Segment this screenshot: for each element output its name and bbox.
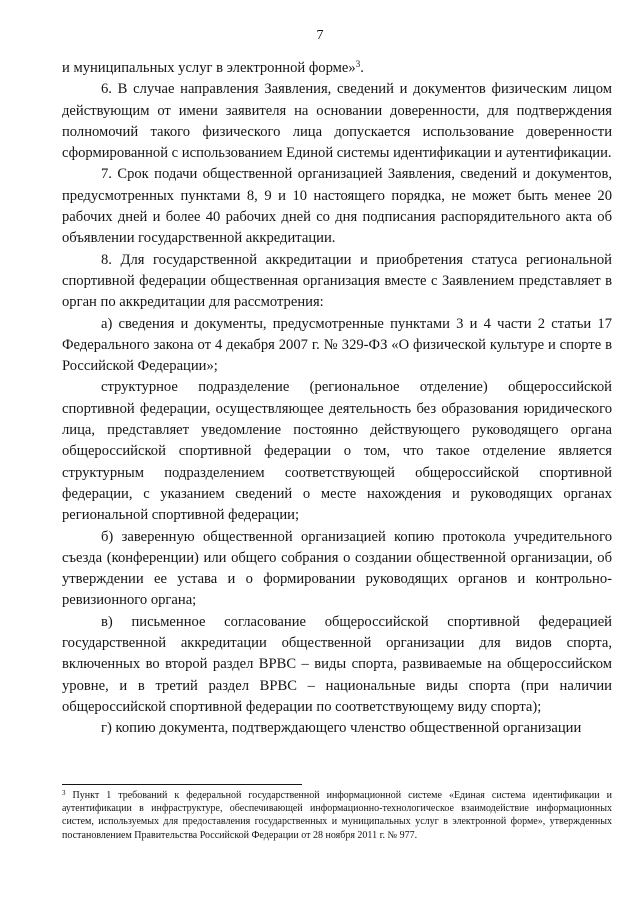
- paragraph-tail: .: [360, 60, 364, 76]
- paragraph-6: 6. В случае направления Заявления, сведений и документов физическим лицом действующим от имени заявителя на основании доверенности, для подтверждения полномочий такого физического лица допускается использование доверенности сформированной с использованием Единой системы идентификации и аутентификации.: [62, 81, 612, 162]
- footnote-mark: 3: [62, 789, 66, 797]
- paragraph-text: и муниципальных услуг в электронной форме»: [62, 60, 356, 76]
- document-body: [62, 58, 612, 740]
- page-number: 7: [316, 28, 324, 43]
- footnote-text: Пункт 1 требований к федеральной государственной информационной системе «Единая система идентификации и аутентификации в инфраструктуре, обеспечивающей информационно-технологическое взаимодействие информационных систем, используемых для предоставления государственных и муниципальных услуг в электронной форме», утвержденных постановлением Правительства Российской Федерации от 28 ноября 2011 г. № 977.: [62, 790, 613, 841]
- footnote-separator: [62, 784, 302, 785]
- item-v: в) письменное согласование общероссийской спортивной федерацией государственной аккредитации общественной организации для видов спорта, включенных во второй раздел ВРВС – виды спорта, развиваемые на общероссийском уровне, и в третий раздел ВРВС – национальные виды спорта (при наличии общероссийской спортивной федерации по соответствующему виду спорта);: [62, 613, 612, 715]
- paragraph-8: 8. Для государственной аккредитации и приобретения статуса региональной спортивной федерации общественная организация вместе с Заявлением представляет в орган по аккредитации для рассмотрения:: [62, 251, 612, 311]
- item-a: а) сведения и документы, предусмотренные пунктами 3 и 4 части 2 статьи 17 Федерального закона от 4 декабря 2007 г. № 329-ФЗ «О физической культуре и спорте в Российской Федерации»;: [62, 315, 612, 375]
- paragraph-continuation: [62, 58, 612, 79]
- footnote-reference: 3: [355, 59, 361, 69]
- paragraph-7: 7. Срок подачи общественной организацией Заявления, сведений и документов, предусмотренных пунктами 8, 9 и 10 настоящего порядка, не может быть менее 20 рабочих дней и более 40 рабочих дней со дня подписания распорядительного акта об объявлении государственной аккредитации.: [62, 166, 612, 247]
- footnote: [62, 789, 612, 842]
- item-g: г) копию документа, подтверждающего членство общественной организации: [101, 720, 582, 737]
- item-b: б) заверенную общественной организацией копию протокола учредительного съезда (конференции) или общего собрания о создании общественной организации, об утверждении ее устава и о формировании руководящих органов и контрольно-ревизионного органа;: [62, 528, 612, 609]
- item-a-note: структурное подразделение (региональное отделение) общероссийской спортивной федерации, осуществляющее деятельность без образования юридического лица, представляет уведомление постоянно действующего руководящего органа общероссийской спортивной федерации о том, что такое отделение является структурным подразделением соответствующей общероссийской спортивной федерации, с указанием сведений о месте нахождения и руководящих органах региональной спортивной федерации;: [62, 379, 612, 524]
